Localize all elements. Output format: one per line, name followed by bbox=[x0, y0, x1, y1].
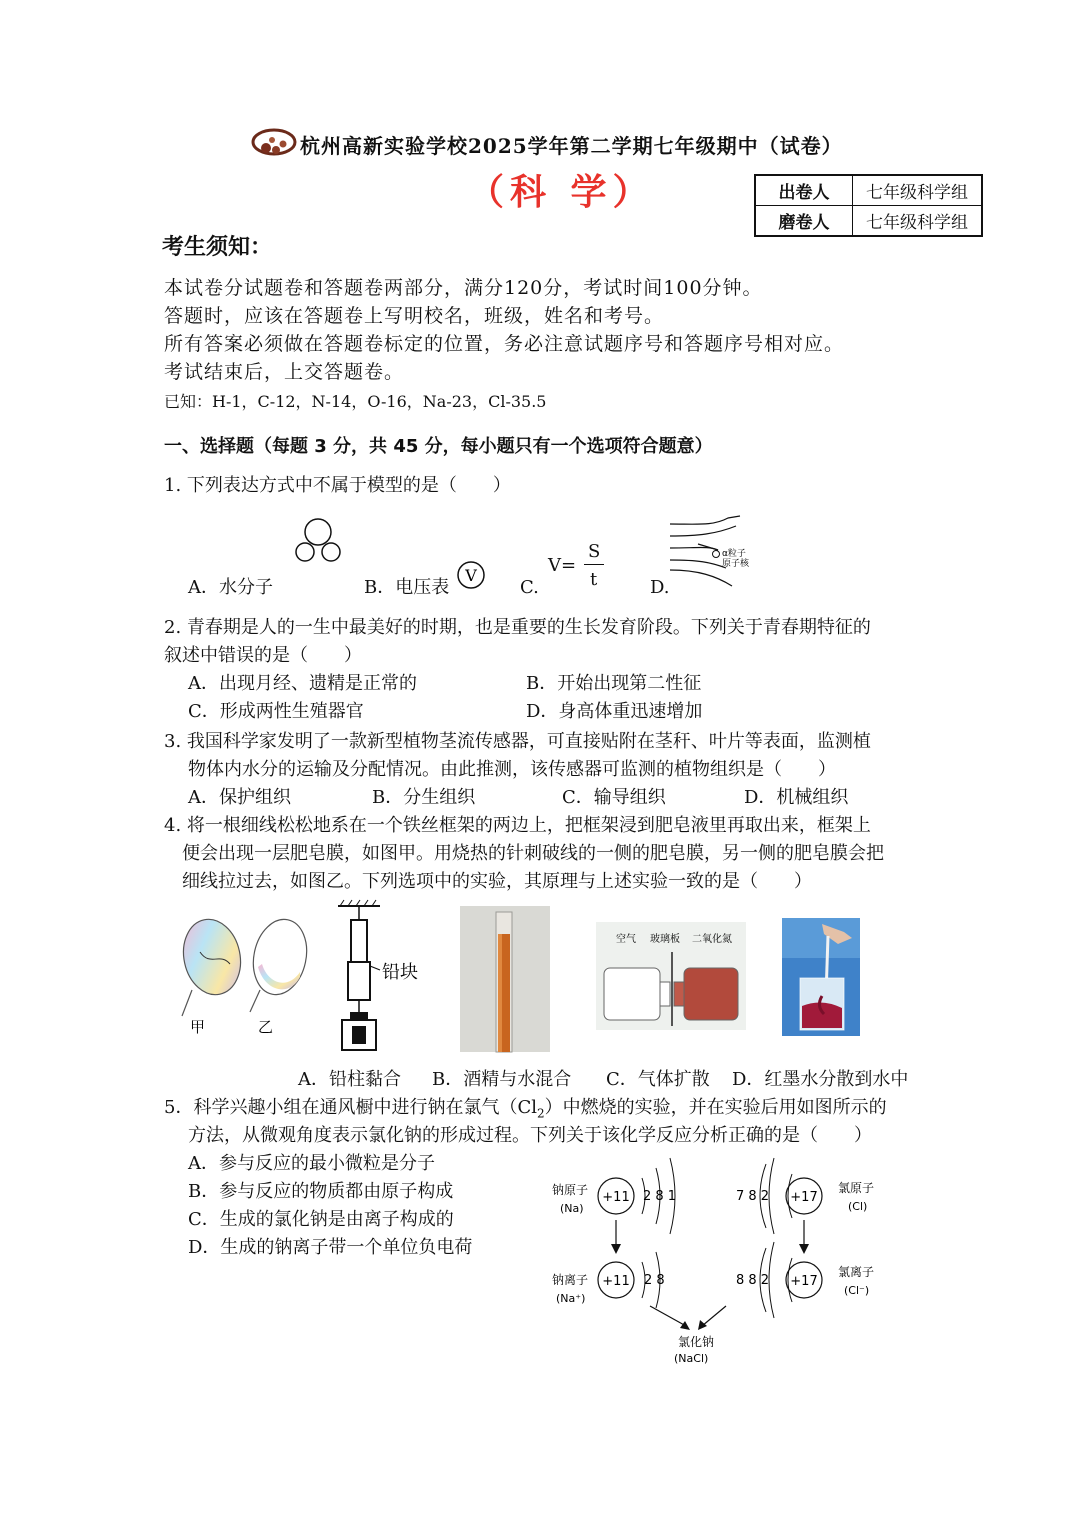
soap-film-figure bbox=[170, 912, 320, 1042]
na-ion-label: 钠离子 bbox=[552, 1273, 589, 1287]
author-table bbox=[754, 174, 983, 237]
lead-block-figure bbox=[334, 900, 444, 1056]
alpha-label-1: α粒子 bbox=[722, 549, 746, 559]
subject-title: （科 学） bbox=[468, 172, 655, 213]
cl-ion-nucleus: +17 bbox=[790, 1274, 818, 1289]
cl-atom-symbol: (Cl) bbox=[848, 1200, 868, 1213]
q5-option-b: B．参与反应的物质都由原子构成 bbox=[188, 1181, 454, 1202]
reviewer-key: 磨卷人 bbox=[755, 206, 853, 237]
notice-line-3: 所有答案必须做在答题卷标定的位置，务必注意试题序号和答题序号相对应。 bbox=[164, 333, 845, 355]
q4-stem-2: 便会出现一层肥皂膜，如图甲。用烧热的针刺破线的一侧的肥皂膜，另一侧的肥皂膜会把 bbox=[182, 843, 884, 864]
alpha-label-2: 原子核 bbox=[722, 559, 750, 569]
cl-ion-label: 氯离子 bbox=[838, 1265, 875, 1279]
q3-option-d: D．机械组织 bbox=[744, 787, 849, 808]
author-key: 出卷人 bbox=[755, 175, 853, 206]
q5-stem-2: 方法，从微观角度表示氯化钠的形成过程。下列关于该化学反应分析正确的是（ ） bbox=[188, 1125, 872, 1146]
na-ion-symbol: (Na⁺) bbox=[556, 1292, 586, 1305]
reviewer-row bbox=[755, 206, 982, 237]
gas-label-air: 空气 bbox=[616, 934, 636, 945]
nacl-label: 氯化钠 bbox=[678, 1335, 715, 1349]
water-molecule-figure bbox=[294, 516, 342, 564]
q5-option-c: C．生成的氯化钠是由离子构成的 bbox=[188, 1209, 454, 1230]
formula-t: t bbox=[590, 569, 598, 590]
na-atom-shells: 2 8 1 bbox=[643, 1189, 677, 1204]
formula-v: V= bbox=[548, 555, 577, 576]
alcohol-tube-figure bbox=[460, 906, 550, 1052]
na-atom-label: 钠原子 bbox=[552, 1183, 589, 1197]
fig-label-jia: 甲 bbox=[190, 1018, 206, 1036]
cl-ion-symbol: (Cl⁻) bbox=[844, 1284, 870, 1297]
lead-block-label: 铅块 bbox=[382, 962, 418, 983]
gas-diffusion-figure bbox=[596, 922, 746, 1030]
cl-atom-nucleus: +17 bbox=[790, 1190, 818, 1205]
alpha-scattering-figure bbox=[668, 514, 758, 590]
q5-stem-1-rest: ）中燃烧的实验，并在实验后用如图所示的 bbox=[544, 1097, 887, 1118]
q3-stem-2: 物体内水分的运输及分配情况。由此推测，该传感器可监测的植物组织是（ ） bbox=[188, 759, 836, 780]
q4-option-b: B．酒精与水混合 bbox=[432, 1069, 572, 1090]
q2-option-a: A．出现月经、遗精是正常的 bbox=[188, 673, 417, 694]
notice-line-1: 本试卷分试题卷和答题卷两部分，满分120分，考试时间100分钟。 bbox=[164, 277, 763, 299]
red-ink-figure bbox=[782, 918, 860, 1036]
q4-option-c: C．气体扩散 bbox=[606, 1069, 710, 1090]
q3-option-c: C．输导组织 bbox=[562, 787, 666, 808]
school-logo bbox=[252, 124, 298, 162]
author-row bbox=[755, 175, 982, 206]
q2-stem-1: 2. 青春期是人的一生中最美好的时期，也是重要的生长发育阶段。下列关于青春期特征的 bbox=[164, 617, 871, 638]
na-atom-nucleus: +11 bbox=[602, 1190, 630, 1205]
q2-option-b: B．开始出现第二性征 bbox=[526, 673, 702, 694]
q3-option-a: A．保护组织 bbox=[188, 787, 291, 808]
cl-ion-shells: 8 8 2 bbox=[736, 1273, 770, 1288]
notice-heading: 考生须知： bbox=[162, 235, 273, 260]
section-heading: 一、选择题（每题 3 分，共 45 分，每小题只有一个选项符合题意） bbox=[164, 436, 713, 457]
q5-stem-1-sub: 2 bbox=[536, 1106, 545, 1121]
q5-option-a: A．参与反应的最小微粒是分子 bbox=[188, 1153, 435, 1174]
gas-label-glass: 玻璃板 bbox=[650, 934, 680, 945]
na-atom-symbol: (Na) bbox=[560, 1202, 584, 1215]
q2-option-d: D．身高体重迅速增加 bbox=[526, 701, 703, 722]
fig-label-yi: 乙 bbox=[258, 1018, 274, 1036]
q4-option-a: A．铅柱黏合 bbox=[298, 1069, 401, 1090]
author-value: 七年级科学组 bbox=[853, 175, 983, 206]
q3-stem-1: 3. 我国科学家发明了一款新型植物茎流传感器，可直接贴附在茎秆、叶片等表面，监测植 bbox=[164, 731, 871, 752]
exam-title: 杭州高新实验学校2025学年第二学期七年级期中（试卷） bbox=[300, 134, 843, 158]
formula-s: S bbox=[588, 541, 601, 562]
gas-label-no2: 二氧化氮 bbox=[692, 934, 732, 945]
q5-option-d: D．生成的钠离子带一个单位负电荷 bbox=[188, 1237, 473, 1258]
notice-line-4: 考试结束后，上交答题卷。 bbox=[164, 361, 405, 383]
q1-option-b: B．电压表 bbox=[364, 577, 450, 598]
na-ion-nucleus: +11 bbox=[602, 1274, 630, 1289]
q3-option-b: B．分生组织 bbox=[372, 787, 476, 808]
reviewer-value: 七年级科学组 bbox=[853, 206, 983, 237]
nacl-formation-diagram bbox=[540, 1150, 900, 1370]
notice-line-2: 答题时，应该在答题卷上写明校名，班级，姓名和考号。 bbox=[164, 305, 665, 327]
cl-atom-label: 氯原子 bbox=[838, 1181, 875, 1195]
q5-stem-1-text: 5．科学兴趣小组在通风橱中进行钠在氯气（Cl bbox=[164, 1097, 537, 1118]
nacl-symbol: (NaCl) bbox=[674, 1352, 709, 1365]
q1-option-d: D. bbox=[650, 577, 670, 598]
given-masses: 已知：H-1，C-12，N-14，O-16，Na-23，Cl-35.5 bbox=[164, 392, 547, 411]
cl-atom-shells: 7 8 2 bbox=[736, 1189, 770, 1204]
q2-option-c: C．形成两性生殖器官 bbox=[188, 701, 364, 722]
q1-stem: 1. 下列表达方式中不属于模型的是（ ） bbox=[164, 475, 511, 496]
q4-option-d: D．红墨水分散到水中 bbox=[732, 1069, 909, 1090]
na-ion-shells: 2 8 bbox=[644, 1273, 665, 1288]
q1-option-a: A．水分子 bbox=[188, 577, 273, 598]
voltmeter-symbol bbox=[456, 560, 486, 590]
q4-stem-3: 细线拉过去，如图乙。下列选项中的实验，其原理与上述实验一致的是（ ） bbox=[182, 871, 812, 892]
q1-option-c: C. bbox=[520, 577, 539, 598]
q2-stem-2: 叙述中错误的是（ ） bbox=[164, 645, 362, 666]
voltmeter-letter: V bbox=[465, 566, 477, 585]
q4-stem-1: 4. 将一根细线松松地系在一个铁丝框架的两边上，把框架浸到肥皂液里再取出来，框架上 bbox=[164, 815, 871, 836]
